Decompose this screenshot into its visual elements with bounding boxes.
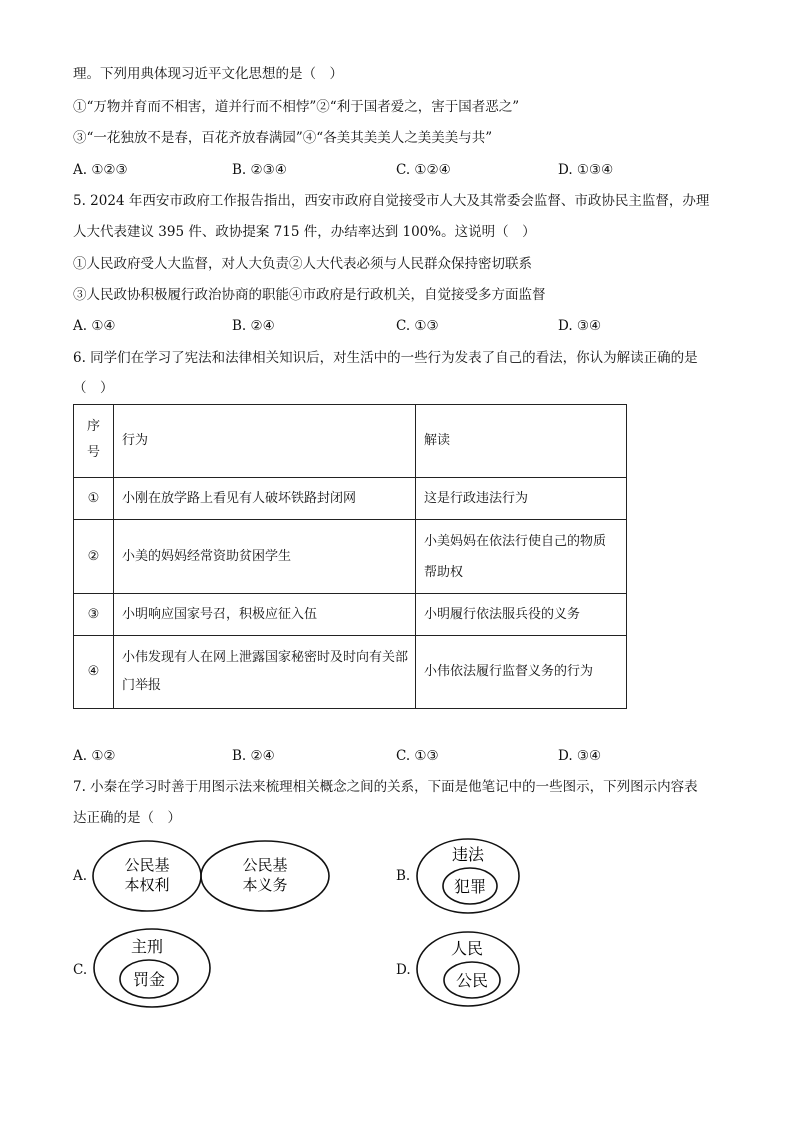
outer-label: 主刑 <box>130 937 164 956</box>
q7-option-b-label[interactable]: B. <box>396 868 411 884</box>
inner-label: 公民 <box>455 971 489 990</box>
q7-stem-line2: 达正确的是（ ） <box>73 810 181 826</box>
q7-stem-line1: 7. 小秦在学习时善于用图示法来梳理相关概念之间的关系，下面是他笔记中的一些图示，下列图示内容表 <box>73 779 698 795</box>
row-behavior: 小伟发现有人在网上泄露国家秘密时及时向有关部门举报 <box>114 636 416 709</box>
rights-label-line1: 公民基 <box>124 856 170 874</box>
q4-stem: 理。下列用典体现习近平文化思想的是（ ） <box>73 66 343 82</box>
q6-option-b[interactable]: B. ②④ <box>232 748 275 764</box>
q4-option-d[interactable]: D. ①③④ <box>558 162 614 178</box>
header-number: 序号 <box>74 405 114 478</box>
q7-option-a-label[interactable]: A. <box>73 868 88 884</box>
q4-items-line2: ③“一花独放不是春，百花齐放春满园”④“各美其美美人之美美美与共” <box>73 130 493 146</box>
outer-label: 人民 <box>450 939 484 958</box>
q6-option-a[interactable]: A. ①② <box>73 748 116 764</box>
row-interpretation: 小美妈妈在依法行使自己的物质帮助权 <box>416 520 627 594</box>
table-header-row <box>74 405 627 478</box>
outer-label: 违法 <box>451 845 485 864</box>
q7-option-c-label[interactable]: C. <box>73 962 88 978</box>
table-row <box>74 520 627 594</box>
q7-diagram-a[interactable] <box>90 838 340 914</box>
table-row <box>74 636 627 709</box>
duties-label-line1: 公民基 <box>242 856 288 874</box>
row-number: ④ <box>74 636 114 709</box>
q7-option-d-label[interactable]: D. <box>396 962 411 978</box>
row-number: ③ <box>74 594 114 636</box>
inner-label: 犯罪 <box>453 877 487 896</box>
row-behavior: 小刚在放学路上看见有人破坏铁路封闭网 <box>114 478 416 520</box>
row-number: ① <box>74 478 114 520</box>
q6-option-c[interactable]: C. ①③ <box>396 748 439 764</box>
inner-label: 罚金 <box>132 970 166 989</box>
rights-label-line2: 本权利 <box>124 876 170 894</box>
q7-diagram-b[interactable] <box>415 836 521 916</box>
q6-stem-line1: 6. 同学们在学习了宪法和法律相关知识后，对生活中的一些行为发表了自己的看法，你认为解读正确的是 <box>73 350 698 366</box>
table-row <box>74 478 627 520</box>
q7-diagram-c[interactable] <box>91 926 213 1010</box>
q6-stem-line2: （ ） <box>73 380 114 396</box>
table-row <box>74 594 627 636</box>
q5-option-a[interactable]: A. ①④ <box>73 318 116 334</box>
q6-table <box>73 404 627 709</box>
row-behavior: 小美的妈妈经常资助贫困学生 <box>114 520 416 594</box>
q5-items-line1: ①人民政府受人大监督，对人大负责②人大代表必须与人民群众保持密切联系 <box>73 256 532 272</box>
duties-label-line2: 本义务 <box>242 876 288 894</box>
q4-option-b[interactable]: B. ②③④ <box>232 162 287 178</box>
q4-option-c[interactable]: C. ①②④ <box>396 162 451 178</box>
header-behavior: 行为 <box>114 405 416 478</box>
row-interpretation: 这是行政违法行为 <box>416 478 627 520</box>
header-interpretation: 解读 <box>416 405 627 478</box>
q5-option-c[interactable]: C. ①③ <box>396 318 439 334</box>
q5-items-line2: ③人民政协积极履行政治协商的职能④市政府是行政机关，自觉接受多方面监督 <box>73 287 546 303</box>
q4-items-line1: ①“万物并育而不相害，道并行而不相悖”②“利于国者爱之，害于国者恶之” <box>73 99 520 115</box>
q5-option-b[interactable]: B. ②④ <box>232 318 275 334</box>
row-number: ② <box>74 520 114 594</box>
row-interpretation: 小明履行依法服兵役的义务 <box>416 594 627 636</box>
q5-stem-line1: 5. 2024 年西安市政府工作报告指出，西安市政府自觉接受市人大及其常委会监督、市政协民主监督，办理 <box>73 193 710 209</box>
q5-stem-line2: 人大代表建议 395 件、政协提案 715 件，办结率达到 100%。这说明（ ） <box>73 224 536 240</box>
q7-diagram-d[interactable] <box>415 929 521 1009</box>
q6-option-d[interactable]: D. ③④ <box>558 748 602 764</box>
row-behavior: 小明响应国家号召，积极应征入伍 <box>114 594 416 636</box>
q4-option-a[interactable]: A. ①②③ <box>73 162 128 178</box>
row-interpretation: 小伟依法履行监督义务的行为 <box>416 636 627 709</box>
q5-option-d[interactable]: D. ③④ <box>558 318 602 334</box>
